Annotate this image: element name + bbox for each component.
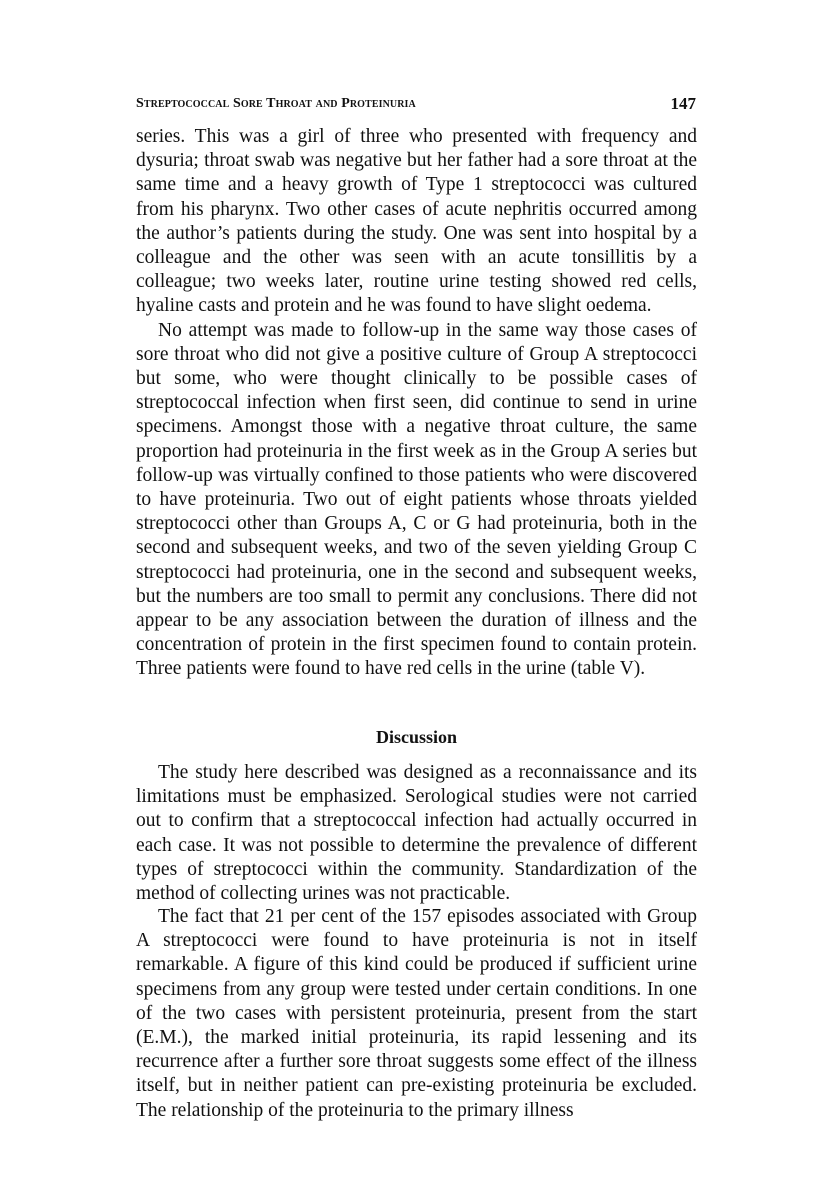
running-title: Streptococcal Sore Throat and Proteinuria <box>136 96 416 111</box>
running-head <box>136 94 696 118</box>
paragraph-follow-up: No attempt was made to follow-up in the same way those cases of sore throat who did not give a positive culture of Group A streptococci but some, who were thought clinically to be possible cases of streptococcal infection when first seen, did continue to send in urine specimens. Amongst those with a negative throat culture, the same proportion had proteinuria in the first week as in the Group A series but follow-up was virtually confined to those patients who were discovered to have proteinuria. Two out of eight patients whose throats yielded streptococci other than Groups A, C or G had proteinuria, both in the second and subsequent weeks, and two of the seven yielding Group C streptococci had proteinuria, one in the second and subsequent weeks, but the numbers are too small to permit any conclusions. There did not appear to be any association between the duration of illness and the concentration of protein in the first specimen found to contain protein. Three patients were found to have red cells in the urine (table V). <box>136 319 697 680</box>
page-number: 147 <box>670 94 696 113</box>
body-block-top <box>136 125 697 682</box>
paragraph-proteinuria-finding: The fact that 21 per cent of the 157 episodes associated with Group A streptococci were found to have proteinuria is not in itself remarkable. A figure of this kind could be produced if sufficient urine specimens from any group were tested under certain conditions. In one of the two cases with persistent proteinuria, present from the start (E.M.), the marked initial proteinuria, its rapid lessening and its recurrence after a further sore throat suggests some effect of the illness itself, but in neither patient can pre-existing proteinuria be excluded. The relationship of the proteinuria to the primary illness <box>136 906 697 1121</box>
paragraph-continuation: series. This was a girl of three who presented with frequency and dysuria; throat swab was negative but her father had a sore throat at the same time and a heavy growth of Type 1 streptococci was cultured from his pharynx. Two other cases of acute nephritis occurred among the author’s patients during the study. One was sent into hospital by a colleague and the other was seen with an acute tonsillitis by a colleague; two weeks later, routine urine testing showed red cells, hyaline casts and protein and he was found to have slight oedema. <box>136 126 697 317</box>
discussion-heading: Discussion <box>375 727 458 747</box>
body-block-bottom <box>136 905 697 1123</box>
body-block-discussion <box>136 761 697 906</box>
paragraph-study-limitations: The study here described was designed as a reconnaissance and its limitations must be emphasized. Serological studies were not carried out to confirm that a streptococcal infection had actually occurred in each case. It was not possible to determine the prevalence of different types of streptococci within the community. Standardization of the method of collecting urines was not practicable. <box>136 762 697 905</box>
